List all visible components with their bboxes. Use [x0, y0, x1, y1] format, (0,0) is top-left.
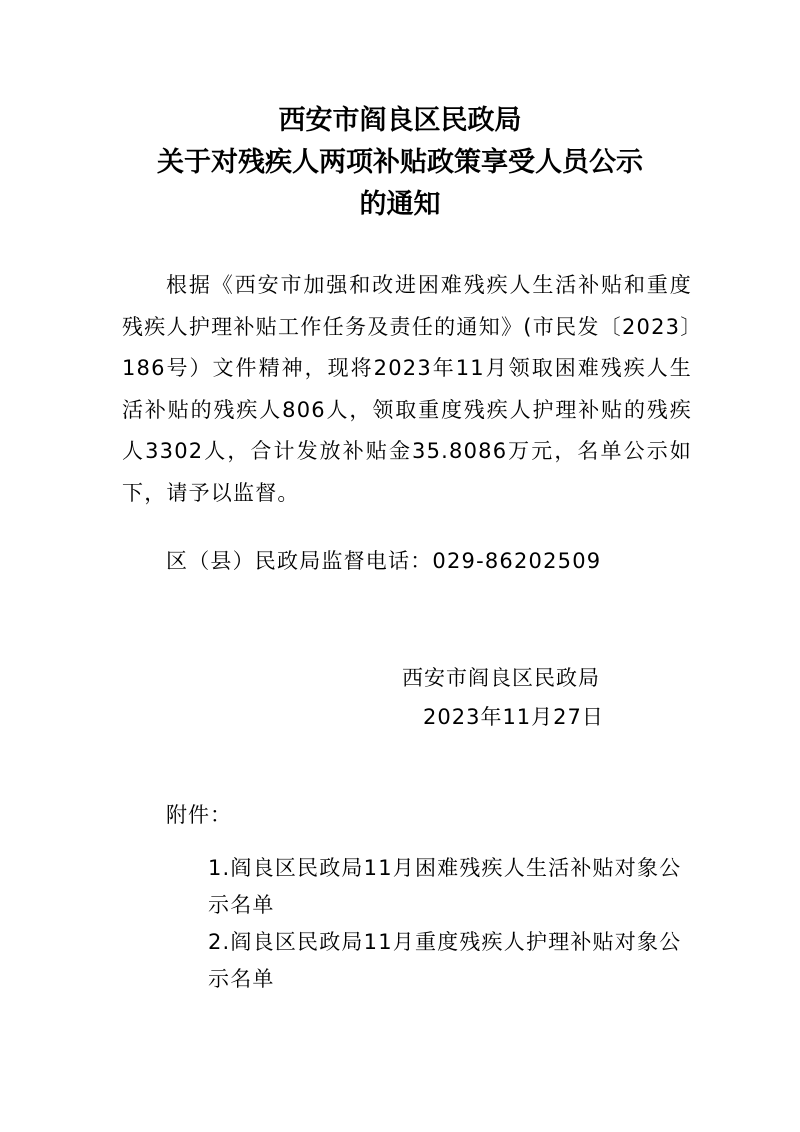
- issuer-name: 西安市阎良区民政局: [402, 666, 600, 690]
- issue-date: 2023年11月27日: [423, 705, 604, 729]
- title-line-2: 关于对残疾人两项补贴政策享受人员公示: [157, 147, 643, 178]
- attachment-item-1[interactable]: 1.阎良区民政局11月困难残疾人生活补贴对象公示名单: [208, 856, 682, 917]
- attachments-label: 附件：: [166, 803, 232, 827]
- supervision-hotline: 区（县）民政局监督电话：029-86202509: [166, 549, 602, 573]
- title-line-1: 西安市阎良区民政局: [278, 105, 522, 136]
- title-line-3: 的通知: [359, 189, 441, 220]
- attachment-item-2[interactable]: 2.阎良区民政局11月重度残疾人护理补贴对象公示名单: [208, 930, 682, 991]
- body-paragraph: 根据《西安市加强和改进困难残疾人生活补贴和重度残疾人护理补贴工作任务及责任的通知》(市民发〔2023〕186号）文件精神，现将2023年11月领取困难残疾人生活补贴的残疾人806人，领取重度残疾人护理补贴的残疾人3302人，合计发放补贴金35.8086万元，名单公示如下，请予以监督。: [122, 273, 692, 505]
